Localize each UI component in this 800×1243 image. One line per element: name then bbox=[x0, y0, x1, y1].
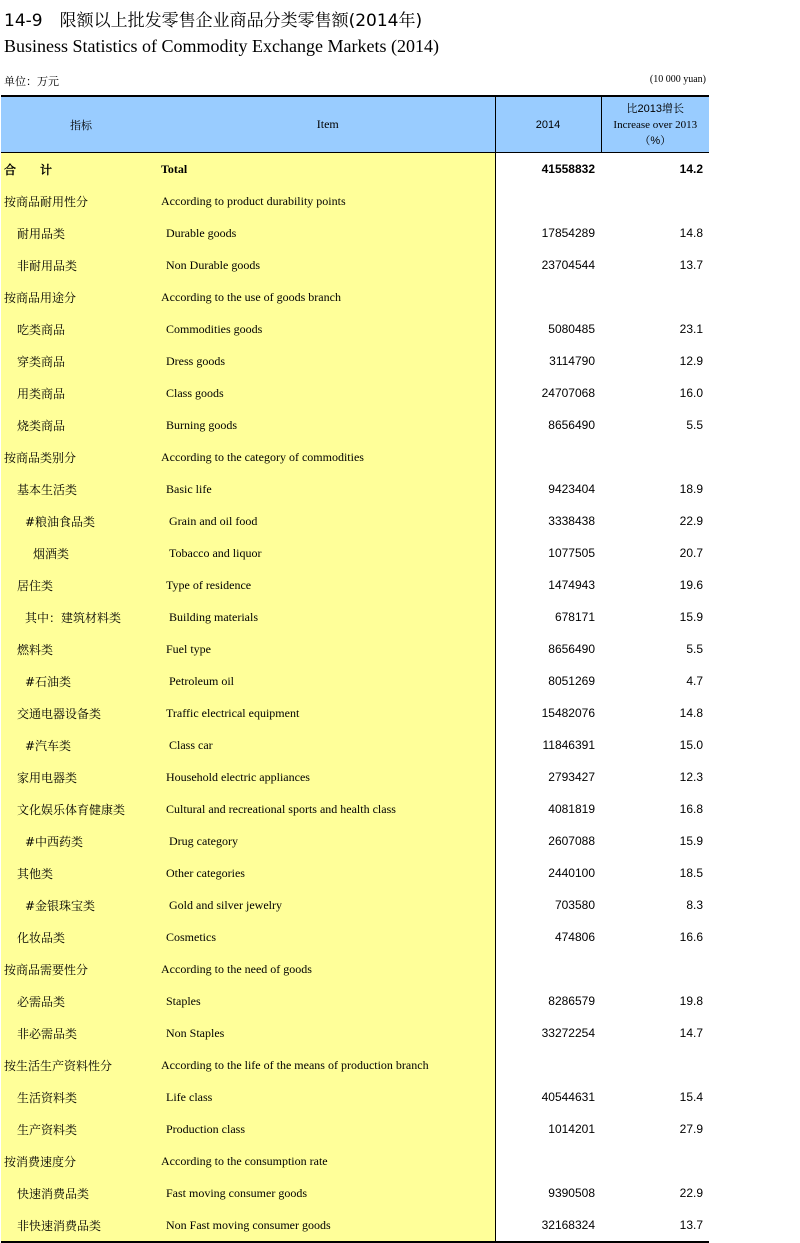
row-value-2014 bbox=[495, 953, 601, 985]
row-growth: 22.9 bbox=[679, 1186, 703, 1200]
row-label-cn: 化妆品类 bbox=[1, 921, 161, 953]
table-row bbox=[1, 409, 709, 441]
row-growth: 13.7 bbox=[601, 1209, 709, 1242]
header-increase-cn: 比2013增长 bbox=[626, 102, 684, 115]
row-label-cn: 基本生活类 bbox=[1, 473, 161, 505]
table-row bbox=[1, 313, 709, 345]
table-row bbox=[1, 281, 709, 313]
row-label-en: Class car bbox=[161, 729, 495, 761]
row-growth: 18.9 bbox=[679, 482, 703, 496]
row-label-cn: 穿类商品 bbox=[1, 345, 161, 377]
row-label-en: Petroleum oil bbox=[161, 665, 495, 697]
row-growth: 16.6 bbox=[679, 930, 703, 944]
row-value-2014: 9423404 bbox=[548, 482, 595, 496]
row-value-2014: 11846391 bbox=[542, 738, 595, 752]
row-value-2014: 8656490 bbox=[548, 642, 595, 656]
row-label-cn: #汽车类 bbox=[1, 729, 161, 761]
table-row bbox=[1, 825, 709, 857]
row-label-en: Grain and oil food bbox=[161, 505, 495, 537]
table-row bbox=[1, 1081, 709, 1113]
row-growth: 19.6 bbox=[679, 578, 703, 592]
row-label-en: Life class bbox=[161, 1081, 495, 1113]
row-label-en: According to the category of commodities bbox=[161, 441, 495, 473]
table-row bbox=[1, 601, 709, 633]
table-row bbox=[1, 665, 709, 697]
table-row bbox=[1, 761, 709, 793]
row-label-cn: 生活资料类 bbox=[1, 1081, 161, 1113]
row-growth bbox=[601, 441, 709, 473]
row-label-cn: 耐用品类 bbox=[1, 217, 161, 249]
row-value-2014 bbox=[495, 1049, 601, 1081]
row-label-en: Other categories bbox=[161, 857, 495, 889]
row-growth bbox=[601, 185, 709, 217]
row-label-en: Non Durable goods bbox=[161, 249, 495, 281]
header-year: 2014 bbox=[495, 96, 601, 153]
row-label-cn: 居住类 bbox=[1, 569, 161, 601]
row-label-cn: 烟酒类 bbox=[1, 537, 161, 569]
row-value-2014: 703580 bbox=[554, 898, 595, 912]
row-label-en: Fast moving consumer goods bbox=[161, 1177, 495, 1209]
row-label-en: Fuel type bbox=[161, 633, 495, 665]
row-label-en: Basic life bbox=[161, 473, 495, 505]
row-value-2014: 24707068 bbox=[541, 386, 595, 400]
table-row bbox=[1, 217, 709, 249]
page-title-en: Business Statistics of Commodity Exchange Markets (2014) bbox=[4, 36, 439, 56]
row-label-cn: #粮油食品类 bbox=[1, 505, 161, 537]
table-row bbox=[1, 569, 709, 601]
row-label-en: Production class bbox=[161, 1113, 495, 1145]
row-label-en: According to the consumption rate bbox=[161, 1145, 495, 1177]
table-header-row bbox=[1, 96, 709, 153]
row-label-en: Class goods bbox=[161, 377, 495, 409]
row-growth: 15.4 bbox=[679, 1090, 703, 1104]
row-label-en: According to the need of goods bbox=[161, 953, 495, 985]
row-value-2014: 8656490 bbox=[548, 418, 595, 432]
row-label-cn: 按商品用途分 bbox=[1, 281, 161, 313]
row-growth: 14.7 bbox=[679, 1026, 703, 1040]
table-row bbox=[1, 185, 709, 217]
row-value-2014: 33272254 bbox=[541, 1026, 595, 1040]
row-label-cn: #金银珠宝类 bbox=[1, 889, 161, 921]
row-label-en: Gold and silver jewelry bbox=[161, 889, 495, 921]
row-growth: 8.3 bbox=[686, 898, 703, 912]
table-row bbox=[1, 1177, 709, 1209]
row-label-en: Cultural and recreational sports and health class bbox=[161, 793, 495, 825]
row-value-2014: 41558832 bbox=[541, 162, 595, 176]
row-label-en: Commodities goods bbox=[161, 313, 495, 345]
table-row bbox=[1, 921, 709, 953]
table-row bbox=[1, 697, 709, 729]
row-value-2014: 678171 bbox=[554, 610, 595, 624]
row-growth: 22.9 bbox=[679, 514, 703, 528]
row-value-2014: 17854289 bbox=[541, 226, 595, 240]
row-growth: 12.3 bbox=[679, 770, 703, 784]
row-label-en: Tobacco and liquor bbox=[161, 537, 495, 569]
row-label-cn: 用类商品 bbox=[1, 377, 161, 409]
table-row bbox=[1, 857, 709, 889]
row-value-2014: 23704544 bbox=[541, 258, 595, 272]
header-increase-pct: （%） bbox=[639, 134, 672, 147]
row-growth: 14.8 bbox=[679, 226, 703, 240]
row-label-cn: 合 计 bbox=[1, 153, 161, 186]
row-growth: 15.9 bbox=[679, 834, 703, 848]
row-label-en: Non Fast moving consumer goods bbox=[161, 1209, 495, 1242]
row-label-cn: 按商品类别分 bbox=[1, 441, 161, 473]
row-label-cn: 其中：建筑材料类 bbox=[1, 601, 161, 633]
row-value-2014: 9390508 bbox=[548, 1186, 595, 1200]
unit-label-en: (10 000 yuan) bbox=[649, 74, 706, 85]
row-growth bbox=[601, 953, 709, 985]
table-row bbox=[1, 633, 709, 665]
row-value-2014 bbox=[495, 441, 601, 473]
table-row bbox=[1, 1145, 709, 1177]
row-label-en: Non Staples bbox=[161, 1017, 495, 1049]
row-label-cn: 吃类商品 bbox=[1, 313, 161, 345]
row-growth: 18.5 bbox=[679, 866, 703, 880]
row-label-cn: #中西药类 bbox=[1, 825, 161, 857]
page-title-cn: 14-9 限额以上批发零售企业商品分类零售额(2014年) bbox=[4, 11, 423, 31]
row-growth: 5.5 bbox=[686, 642, 703, 656]
row-value-2014: 8286579 bbox=[548, 994, 595, 1008]
row-label-en: According to the life of the means of production branch bbox=[161, 1049, 495, 1081]
row-label-cn: 交通电器设备类 bbox=[1, 697, 161, 729]
row-label-cn: 其他类 bbox=[1, 857, 161, 889]
row-value-2014: 2793427 bbox=[548, 770, 595, 784]
row-label-en: Traffic electrical equipment bbox=[161, 697, 495, 729]
row-growth: 4.7 bbox=[686, 674, 703, 688]
row-label-en: Total bbox=[161, 153, 495, 186]
row-value-2014: 15482076 bbox=[541, 706, 595, 720]
row-value-2014: 2607088 bbox=[548, 834, 595, 848]
row-value-2014: 1014201 bbox=[548, 1122, 595, 1136]
table-row bbox=[1, 473, 709, 505]
row-growth: 23.1 bbox=[679, 322, 703, 336]
row-value-2014: 5080485 bbox=[548, 322, 595, 336]
row-value-2014: 32168324 bbox=[495, 1209, 601, 1242]
table-row bbox=[1, 985, 709, 1017]
table-row bbox=[1, 377, 709, 409]
row-growth: 19.8 bbox=[679, 994, 703, 1008]
row-growth bbox=[601, 1145, 709, 1177]
row-label-en: According to the use of goods branch bbox=[161, 281, 495, 313]
row-growth: 5.5 bbox=[686, 418, 703, 432]
row-label-cn: 按商品耐用性分 bbox=[1, 185, 161, 217]
table-row bbox=[1, 1017, 709, 1049]
unit-label-cn: 单位：万元 bbox=[4, 75, 59, 88]
row-label-cn: 文化娱乐体育健康类 bbox=[1, 793, 161, 825]
row-growth bbox=[601, 281, 709, 313]
row-label-en: Durable goods bbox=[161, 217, 495, 249]
row-label-cn: 快速消费品类 bbox=[1, 1177, 161, 1209]
row-growth: 16.8 bbox=[679, 802, 703, 816]
row-label-en: Household electric appliances bbox=[161, 761, 495, 793]
row-label-cn: 非快速消费品类 bbox=[1, 1209, 161, 1242]
table-row bbox=[1, 441, 709, 473]
row-value-2014: 2440100 bbox=[548, 866, 595, 880]
row-growth: 27.9 bbox=[679, 1122, 703, 1136]
row-growth: 15.0 bbox=[679, 738, 703, 752]
row-value-2014: 40544631 bbox=[541, 1090, 595, 1104]
row-label-cn: 燃料类 bbox=[1, 633, 161, 665]
table-row bbox=[1, 953, 709, 985]
row-label-cn: 家用电器类 bbox=[1, 761, 161, 793]
row-growth: 15.9 bbox=[679, 610, 703, 624]
row-label-cn: 按消费速度分 bbox=[1, 1145, 161, 1177]
row-label-en: Type of residence bbox=[161, 569, 495, 601]
table-row bbox=[1, 1049, 709, 1081]
table-row bbox=[1, 793, 709, 825]
row-value-2014: 474806 bbox=[554, 930, 595, 944]
row-label-cn: 非必需品类 bbox=[1, 1017, 161, 1049]
table-row bbox=[1, 729, 709, 761]
row-growth: 14.2 bbox=[679, 162, 703, 176]
table-row bbox=[1, 153, 709, 186]
row-label-cn: 必需品类 bbox=[1, 985, 161, 1017]
row-value-2014 bbox=[495, 281, 601, 313]
row-value-2014: 1474943 bbox=[548, 578, 595, 592]
statistics-table bbox=[1, 95, 709, 1243]
row-value-2014: 4081819 bbox=[548, 802, 595, 816]
table-row bbox=[1, 249, 709, 281]
row-value-2014: 8051269 bbox=[548, 674, 595, 688]
row-label-en: Staples bbox=[161, 985, 495, 1017]
row-value-2014: 1077505 bbox=[548, 546, 595, 560]
row-growth bbox=[601, 1049, 709, 1081]
table-row bbox=[1, 1209, 709, 1242]
row-value-2014: 3338438 bbox=[548, 514, 595, 528]
row-value-2014 bbox=[495, 185, 601, 217]
row-label-en: Cosmetics bbox=[161, 921, 495, 953]
row-label-en: According to product durability points bbox=[161, 185, 495, 217]
row-growth: 13.7 bbox=[679, 258, 703, 272]
row-label-cn: 生产资料类 bbox=[1, 1113, 161, 1145]
row-label-cn: 按商品需要性分 bbox=[1, 953, 161, 985]
table-row bbox=[1, 345, 709, 377]
table-row bbox=[1, 537, 709, 569]
row-value-2014 bbox=[495, 1145, 601, 1177]
table-row bbox=[1, 889, 709, 921]
row-label-cn: #石油类 bbox=[1, 665, 161, 697]
row-label-en: Building materials bbox=[161, 601, 495, 633]
row-label-en: Burning goods bbox=[161, 409, 495, 441]
row-value-2014: 3114790 bbox=[549, 354, 595, 368]
row-growth: 16.0 bbox=[679, 386, 703, 400]
row-growth: 14.8 bbox=[679, 706, 703, 720]
row-label-en: Drug category bbox=[161, 825, 495, 857]
row-label-cn: 按生活生产资料性分 bbox=[1, 1049, 161, 1081]
header-increase bbox=[601, 96, 709, 153]
row-label-cn: 非耐用品类 bbox=[1, 249, 161, 281]
row-label-cn: 烧类商品 bbox=[1, 409, 161, 441]
table-row bbox=[1, 505, 709, 537]
header-item: Item bbox=[161, 96, 495, 153]
header-indicator: 指标 bbox=[1, 96, 161, 153]
row-label-en: Dress goods bbox=[161, 345, 495, 377]
table-row bbox=[1, 1113, 709, 1145]
row-growth: 20.7 bbox=[679, 546, 703, 560]
row-growth: 12.9 bbox=[679, 354, 703, 368]
header-increase-en: Increase over 2013 bbox=[613, 118, 698, 131]
